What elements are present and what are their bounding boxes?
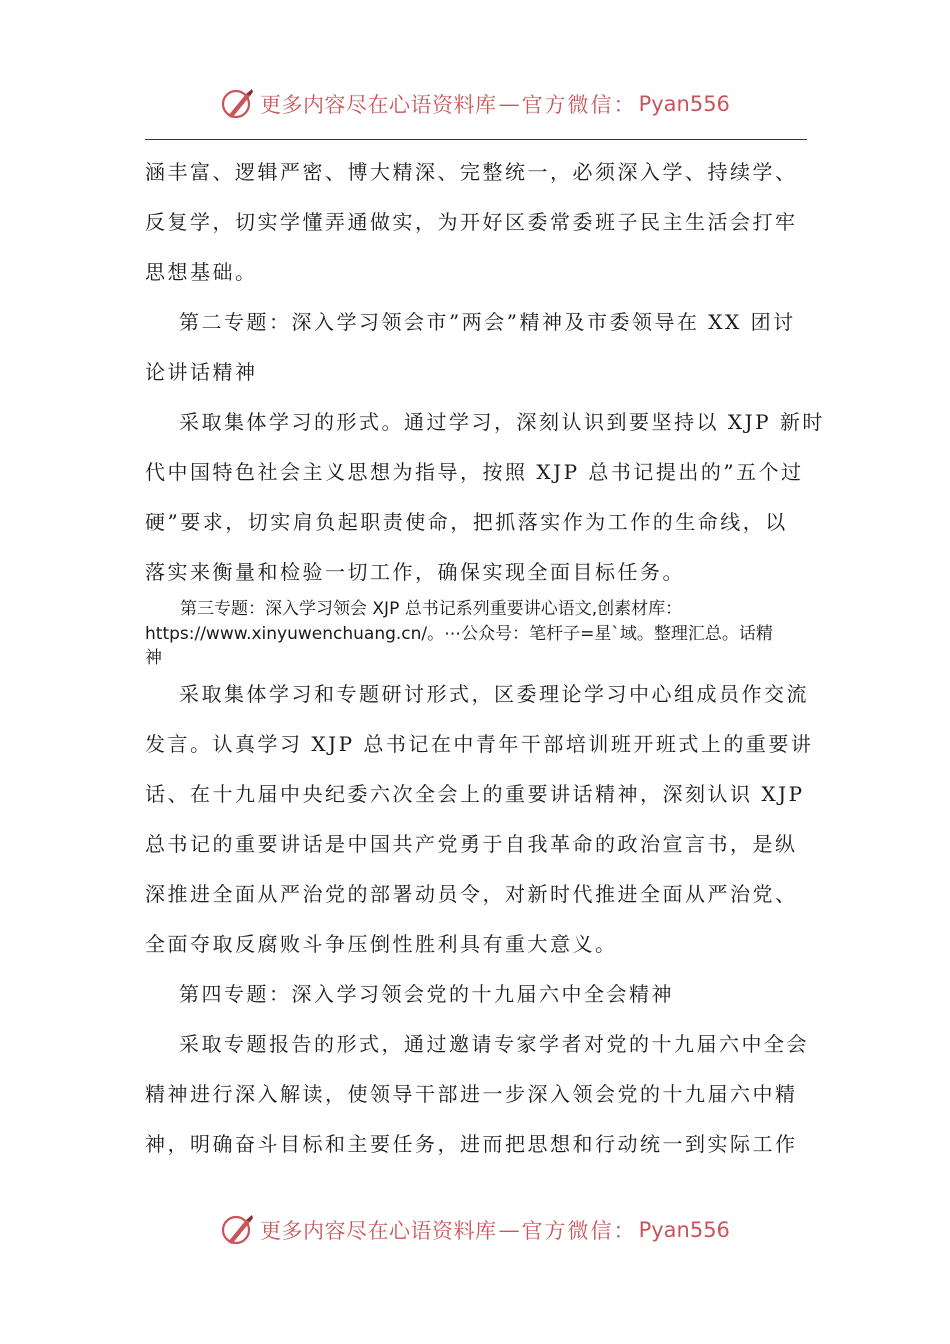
paragraph-line: 总书记的重要讲话是中国共产党勇于自我革命的政治宣言书，是纵 [145,832,798,856]
paragraph-line: 精神进行深入解读，使领导干部进一步深入领会党的十九届六中精 [145,1082,798,1106]
header-divider [145,139,807,140]
paragraph-line: 代中国特色社会主义思想为指导，按照 XJP 总书记提出的”五个过 [145,460,804,484]
section-heading-3: 第三专题：深入学习领会 XJP 总书记系列重要讲心语文,创素材库： [180,599,683,619]
footer-wechat-label: 官方微信： [521,1219,637,1243]
header-account: Pyan556 [638,92,730,116]
paragraph-line: 采取专题报告的形式，通过邀请专家学者对党的十九届六中全会 [179,1032,809,1056]
paragraph-line: 发言。认真学习 XJP 总书记在中青年干部培训班开班式上的重要讲 [145,732,814,756]
paragraph-line: 全面夺取反腐败斗争压倒性胜利具有重大意义。 [145,932,618,956]
paragraph-line: 思想基础。 [145,260,258,284]
footer-banner [0,1208,950,1252]
header-banner [0,82,950,126]
footer-account: Pyan556 [638,1218,730,1242]
pen-logo-icon [220,86,256,122]
paragraph-line: 神，明确奋斗目标和主要任务，进而把思想和行动统一到实际工作 [145,1132,798,1156]
paragraph-line: 采取集体学习的形式。通过学习，深刻认识到要坚持以 XJP 新时 [179,410,825,434]
header-wechat-label: 官方微信： [521,93,637,117]
paragraph-line: 落实来衡量和检验一切工作，确保实现全面目标任务。 [145,560,685,584]
section-heading-2-cont: 论讲话精神 [145,360,258,384]
paragraph-line: 涵丰富、逻辑严密、博大精深、完整统一，必须深入学、持续学、 [145,160,798,184]
pen-logo-icon [220,1212,256,1248]
paragraph-line: 反复学，切实学懂弄通做实，为开好区委常委班子民主生活会打牢 [145,210,798,234]
footer-dash: — [498,1218,520,1242]
paragraph-line: 深推进全面从严治党的部署动员令，对新时代推进全面从严治党、 [145,882,798,906]
section-heading-2: 第二专题：深入学习领会市”两会”精神及市委领导在 XX 团讨 [179,310,796,334]
section-heading-4: 第四专题：深入学习领会党的十九届六中全会精神 [179,982,674,1006]
promo-url-line: https://www.xinyuwenchuang.cn/。⋯公众号：笔杆子=星`域。整理汇总。话精 [145,624,773,644]
header-dash: — [498,92,520,116]
header-tagline: 更多内容尽在心语资料库 [260,93,497,117]
footer-tagline: 更多内容尽在心语资料库 [260,1219,497,1243]
paragraph-line: 话、在十九届中央纪委六次全会上的重要讲话精神，深刻认识 XJP [145,782,805,806]
paragraph-line: 采取集体学习和专题研讨形式，区委理论学习中心组成员作交流 [179,682,809,706]
paragraph-line: 硬”要求，切实肩负起职责使命，把抓落实作为工作的生命线，以 [145,510,788,534]
section-heading-3-cont: 神 [145,648,162,668]
